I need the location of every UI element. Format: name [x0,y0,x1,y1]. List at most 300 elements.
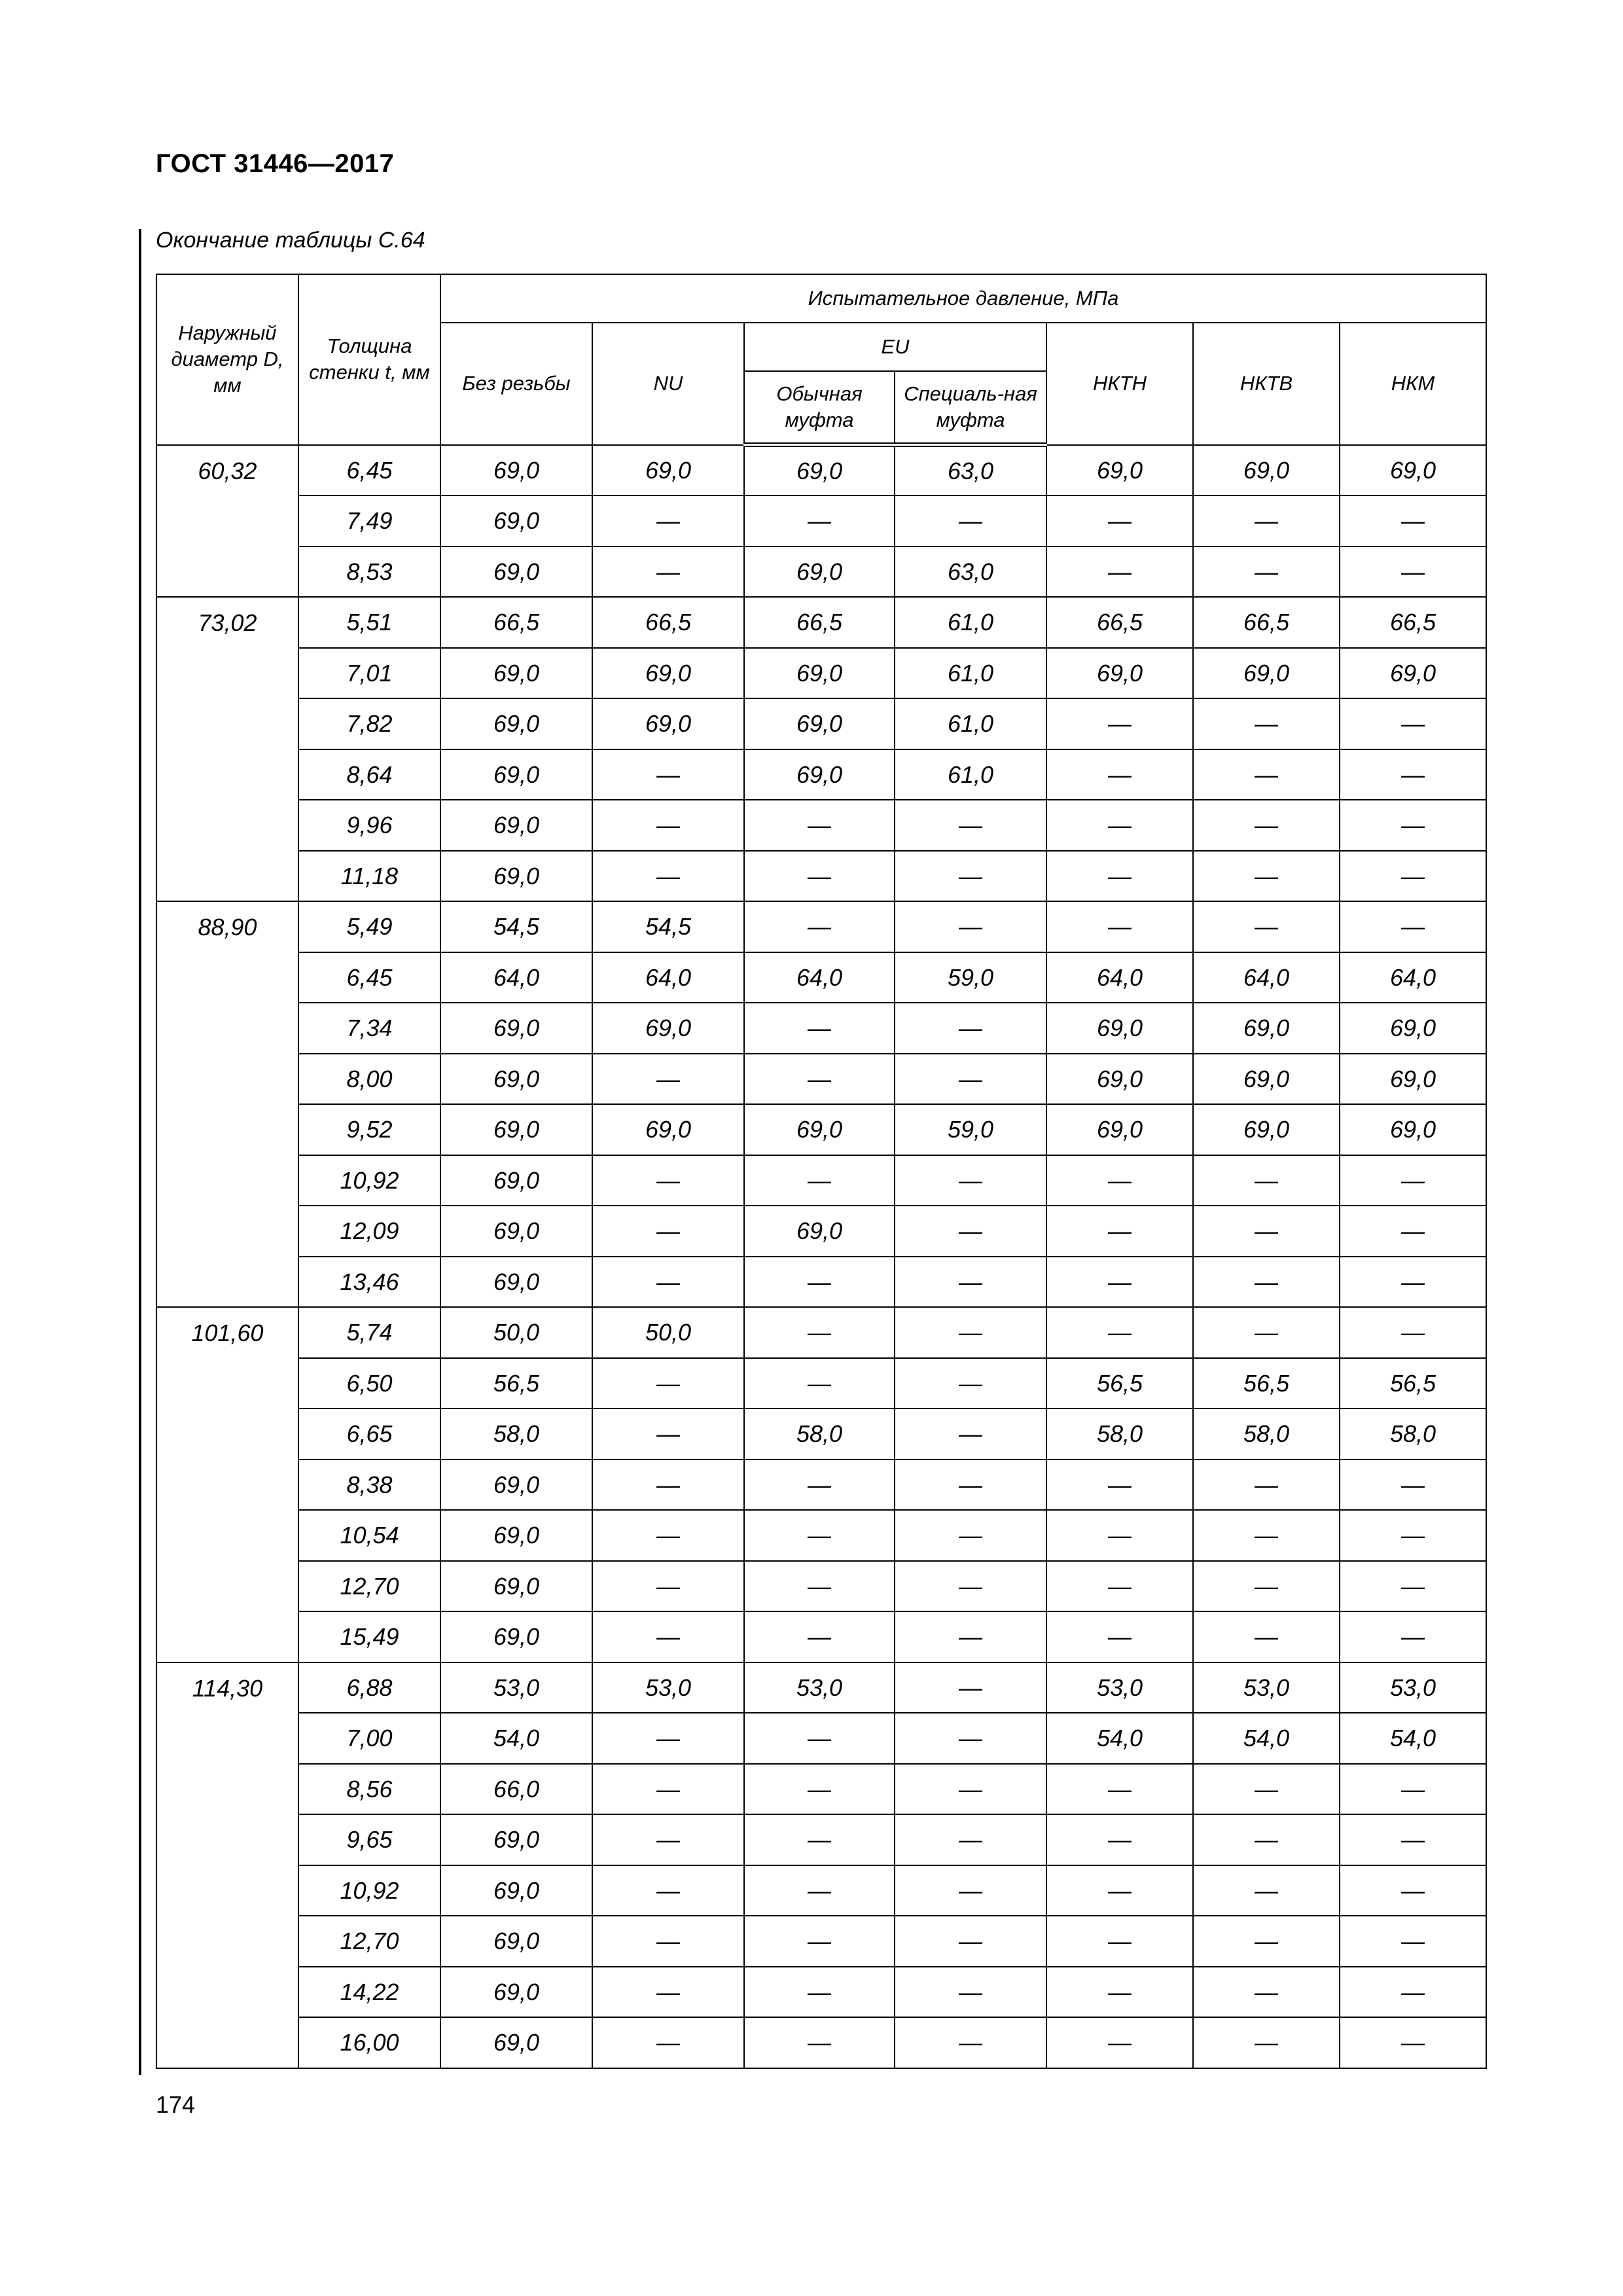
cell-wall-thickness: 8,00 [298,1054,440,1105]
cell-pressure-value: — [895,1257,1046,1308]
cell-pressure-value: 56,5 [1046,1358,1193,1409]
cell-wall-thickness: 7,01 [298,648,440,699]
cell-pressure-value: 53,0 [592,1662,744,1713]
cell-pressure-value: — [592,1408,744,1460]
table-row [156,1865,1486,1916]
cell-pressure-value: — [1046,749,1193,800]
cell-pressure-value: — [1193,1257,1340,1308]
cell-pressure-value: — [1340,1764,1486,1815]
cell-pressure-value: — [1046,851,1193,902]
cell-pressure-value: — [1193,1206,1340,1257]
cell-pressure-value: 69,0 [1340,1003,1486,1054]
cell-pressure-value: 69,0 [1046,648,1193,699]
cell-wall-thickness: 8,64 [298,749,440,800]
cell-pressure-value: 69,0 [1046,445,1193,496]
cell-wall-thickness: 16,00 [298,2017,440,2068]
cell-pressure-value: 69,0 [1193,1054,1340,1105]
cell-pressure-value: 66,0 [440,1764,592,1815]
cell-pressure-value: — [1046,800,1193,851]
cell-pressure-value: 69,0 [592,1003,744,1054]
cell-wall-thickness: 6,45 [298,952,440,1003]
cell-pressure-value: — [895,1561,1046,1612]
cell-pressure-value: 69,0 [440,1611,592,1662]
cell-pressure-value: 54,5 [592,901,744,952]
cell-pressure-value: — [592,1206,744,1257]
header-wall-thickness: Толщина стенки t, мм [298,274,440,445]
cell-pressure-value: 69,0 [440,1510,592,1561]
cell-pressure-value: — [744,1611,895,1662]
cell-pressure-value: — [592,1865,744,1916]
cell-pressure-value: 63,0 [895,547,1046,598]
cell-pressure-value: — [1046,1155,1193,1206]
cell-pressure-value: 69,0 [1193,445,1340,496]
table-row [156,1104,1486,1155]
table-caption: Окончание таблицы С.64 [156,228,425,253]
cell-pressure-value: 58,0 [1340,1408,1486,1460]
table-row [156,1307,1486,1358]
document-title: ГОСТ 31446—2017 [156,149,395,178]
cell-pressure-value: 69,0 [744,648,895,699]
cell-pressure-value: — [1340,698,1486,749]
table-row [156,952,1486,1003]
table-row [156,1206,1486,1257]
table-row [156,1358,1486,1409]
cell-pressure-value: — [1340,1460,1486,1511]
cell-wall-thickness: 6,50 [298,1358,440,1409]
cell-pressure-value: 58,0 [1046,1408,1193,1460]
cell-pressure-value: 69,0 [440,1561,592,1612]
cell-pressure-value: — [592,1257,744,1308]
cell-pressure-value: — [744,901,895,952]
cell-pressure-value: 56,5 [1340,1358,1486,1409]
cell-pressure-value: — [592,1155,744,1206]
cell-pressure-value: 54,5 [440,901,592,952]
cell-pressure-value: 58,0 [1193,1408,1340,1460]
header-eu-regular-coupling: Обычная муфта [744,371,895,445]
table-row [156,1662,1486,1713]
cell-pressure-value: — [592,1611,744,1662]
cell-wall-thickness: 12,70 [298,1916,440,1967]
cell-pressure-value: — [1046,1257,1193,1308]
cell-pressure-value: — [895,1916,1046,1967]
cell-pressure-value: 69,0 [1046,1003,1193,1054]
cell-pressure-value: 69,0 [440,495,592,547]
cell-pressure-value: — [744,1916,895,1967]
cell-outer-diameter: 101,60 [156,1307,298,1662]
cell-pressure-value: — [592,749,744,800]
table-row [156,2017,1486,2068]
cell-pressure-value: — [895,495,1046,547]
cell-pressure-value: — [744,1307,895,1358]
cell-pressure-value: 54,0 [1340,1713,1486,1764]
cell-pressure-value: 64,0 [592,952,744,1003]
cell-pressure-value: — [744,800,895,851]
cell-pressure-value: — [895,1611,1046,1662]
table-row [156,698,1486,749]
cell-pressure-value: — [1340,495,1486,547]
cell-pressure-value: 69,0 [1046,1054,1193,1105]
cell-wall-thickness: 6,65 [298,1408,440,1460]
cell-pressure-value: — [744,1257,895,1308]
cell-pressure-value: — [895,1307,1046,1358]
cell-pressure-value: 69,0 [744,1206,895,1257]
cell-pressure-value: — [1193,851,1340,902]
cell-pressure-value: 69,0 [1193,648,1340,699]
cell-pressure-value: — [895,901,1046,952]
change-marker-bar [139,229,141,2075]
cell-pressure-value: 69,0 [440,749,592,800]
cell-pressure-value: — [1340,547,1486,598]
cell-pressure-value: — [1340,2017,1486,2068]
cell-pressure-value: 66,5 [592,597,744,648]
cell-wall-thickness: 6,45 [298,445,440,496]
cell-pressure-value: 69,0 [744,445,895,496]
cell-pressure-value: 69,0 [440,1104,592,1155]
cell-pressure-value: 69,0 [744,698,895,749]
table-row [156,800,1486,851]
cell-pressure-value: — [1046,1460,1193,1511]
cell-pressure-value: 56,5 [1193,1358,1340,1409]
cell-pressure-value: — [1193,1764,1340,1815]
table-row [156,1054,1486,1105]
cell-wall-thickness: 15,49 [298,1611,440,1662]
cell-pressure-value: — [1046,1865,1193,1916]
cell-wall-thickness: 8,53 [298,547,440,598]
cell-pressure-value: — [1340,1206,1486,1257]
cell-pressure-value: — [1340,851,1486,902]
cell-pressure-value: — [895,851,1046,902]
cell-pressure-value: — [592,800,744,851]
cell-pressure-value: 69,0 [1046,1104,1193,1155]
table-row [156,1764,1486,1815]
header-test-pressure: Испытательное давление, МПа [440,274,1486,323]
cell-pressure-value: 69,0 [1340,1104,1486,1155]
cell-pressure-value: 53,0 [744,1662,895,1713]
cell-pressure-value: — [1046,2017,1193,2068]
cell-wall-thickness: 8,56 [298,1764,440,1815]
cell-pressure-value: 53,0 [1193,1662,1340,1713]
table-row [156,749,1486,800]
cell-pressure-value: — [895,1155,1046,1206]
table-row [156,1814,1486,1865]
cell-pressure-value: — [744,1460,895,1511]
table-row [156,547,1486,598]
cell-pressure-value: — [895,1662,1046,1713]
cell-pressure-value: 64,0 [1340,952,1486,1003]
table-row [156,1003,1486,1054]
cell-pressure-value: — [592,1460,744,1511]
cell-pressure-value: 69,0 [440,1865,592,1916]
cell-wall-thickness: 14,22 [298,1967,440,2018]
cell-wall-thickness: 5,74 [298,1307,440,1358]
cell-pressure-value: — [1340,749,1486,800]
cell-pressure-value: 69,0 [1340,648,1486,699]
cell-pressure-value: 69,0 [592,445,744,496]
cell-pressure-value: — [895,1814,1046,1865]
cell-pressure-value: 69,0 [1193,1104,1340,1155]
cell-pressure-value: — [1193,1611,1340,1662]
cell-pressure-value: — [895,1764,1046,1815]
table-row [156,597,1486,648]
cell-pressure-value: 50,0 [592,1307,744,1358]
cell-wall-thickness: 7,49 [298,495,440,547]
cell-pressure-value: — [1193,547,1340,598]
cell-wall-thickness: 6,88 [298,1662,440,1713]
cell-pressure-value: 53,0 [1340,1662,1486,1713]
cell-pressure-value: — [1193,1865,1340,1916]
cell-pressure-value: — [1046,698,1193,749]
cell-pressure-value: 56,5 [440,1358,592,1409]
cell-pressure-value: — [1193,1814,1340,1865]
cell-pressure-value: — [1193,749,1340,800]
cell-pressure-value: — [592,1814,744,1865]
cell-pressure-value: — [1046,1307,1193,1358]
cell-pressure-value: 69,0 [1193,1003,1340,1054]
cell-pressure-value: 69,0 [440,851,592,902]
cell-pressure-value: 69,0 [440,547,592,598]
cell-pressure-value: — [744,1358,895,1409]
cell-pressure-value: 53,0 [1046,1662,1193,1713]
cell-pressure-value: 66,5 [1046,597,1193,648]
header-nkm: НКМ [1340,323,1486,445]
cell-pressure-value: 69,0 [440,1206,592,1257]
cell-pressure-value: 69,0 [440,1155,592,1206]
cell-wall-thickness: 5,51 [298,597,440,648]
cell-pressure-value: 69,0 [592,648,744,699]
cell-pressure-value: — [895,2017,1046,2068]
table-row [156,1611,1486,1662]
cell-pressure-value: 69,0 [440,648,592,699]
cell-pressure-value: — [1340,1257,1486,1308]
cell-pressure-value: — [592,1561,744,1612]
cell-wall-thickness: 9,65 [298,1814,440,1865]
cell-pressure-value: — [592,1510,744,1561]
cell-pressure-value: — [895,1054,1046,1105]
header-nktv: НКТВ [1193,323,1340,445]
cell-pressure-value: — [1046,1561,1193,1612]
table-row [156,1916,1486,1967]
cell-pressure-value: 69,0 [440,445,592,496]
cell-pressure-value: 69,0 [744,1104,895,1155]
cell-pressure-value: 66,5 [1193,597,1340,648]
header-nktn: НКТН [1046,323,1193,445]
pressure-table [156,274,1487,2069]
cell-pressure-value: — [744,1865,895,1916]
cell-pressure-value: 69,0 [440,1814,592,1865]
cell-pressure-value: 54,0 [1046,1713,1193,1764]
cell-pressure-value: — [1193,1510,1340,1561]
header-no-thread: Без резьбы [440,323,592,445]
cell-pressure-value: — [1046,1916,1193,1967]
cell-pressure-value: — [895,1967,1046,2018]
cell-pressure-value: 69,0 [1340,1054,1486,1105]
cell-pressure-value: 59,0 [895,1104,1046,1155]
cell-pressure-value: 64,0 [440,952,592,1003]
cell-pressure-value: 69,0 [440,1916,592,1967]
cell-pressure-value: — [1340,1865,1486,1916]
cell-outer-diameter: 88,90 [156,901,298,1307]
cell-pressure-value: 69,0 [440,1003,592,1054]
cell-pressure-value: — [1193,1561,1340,1612]
table-row [156,1561,1486,1612]
cell-pressure-value: 69,0 [1340,445,1486,496]
cell-pressure-value: 69,0 [592,1104,744,1155]
cell-outer-diameter: 73,02 [156,597,298,901]
table-row [156,1155,1486,1206]
cell-pressure-value: — [1340,1814,1486,1865]
cell-pressure-value: — [592,1358,744,1409]
cell-pressure-value: 64,0 [1046,952,1193,1003]
cell-pressure-value: — [1193,1155,1340,1206]
cell-pressure-value: — [744,1561,895,1612]
cell-pressure-value: 61,0 [895,698,1046,749]
cell-pressure-value: — [895,1408,1046,1460]
cell-wall-thickness: 10,92 [298,1155,440,1206]
cell-wall-thickness: 5,49 [298,901,440,952]
cell-pressure-value: — [1193,1916,1340,1967]
table-row [156,495,1486,547]
cell-pressure-value: — [1340,1916,1486,1967]
cell-pressure-value: — [1193,698,1340,749]
table-row [156,445,1486,496]
cell-pressure-value: — [1340,800,1486,851]
cell-pressure-value: — [592,1713,744,1764]
cell-pressure-value: — [744,1003,895,1054]
cell-pressure-value: — [1193,800,1340,851]
cell-pressure-value: — [744,1713,895,1764]
cell-pressure-value: — [592,495,744,547]
cell-pressure-value: — [1046,547,1193,598]
cell-wall-thickness: 7,34 [298,1003,440,1054]
cell-pressure-value: — [895,1865,1046,1916]
cell-pressure-value: 64,0 [1193,952,1340,1003]
cell-pressure-value: — [1046,1764,1193,1815]
cell-pressure-value: — [592,1054,744,1105]
cell-pressure-value: — [1340,1611,1486,1662]
cell-pressure-value: 69,0 [440,1967,592,2018]
cell-pressure-value: 69,0 [440,2017,592,2068]
cell-pressure-value: 53,0 [440,1662,592,1713]
table-row [156,1460,1486,1511]
cell-pressure-value: — [592,1764,744,1815]
page-number: 174 [156,2091,196,2118]
cell-pressure-value: — [1046,901,1193,952]
cell-pressure-value: — [1193,2017,1340,2068]
cell-pressure-value: — [1046,1206,1193,1257]
cell-pressure-value: — [1046,1814,1193,1865]
cell-outer-diameter: 60,32 [156,445,298,598]
cell-pressure-value: — [1046,1611,1193,1662]
cell-pressure-value: — [895,1713,1046,1764]
header-nu: NU [592,323,744,445]
cell-pressure-value: — [895,1510,1046,1561]
cell-pressure-value: — [1046,1967,1193,2018]
cell-pressure-value: 69,0 [744,547,895,598]
header-outer-diameter: Наружный диаметр D, мм [156,274,298,445]
cell-wall-thickness: 11,18 [298,851,440,902]
cell-pressure-value: 58,0 [440,1408,592,1460]
cell-pressure-value: — [1340,1967,1486,2018]
cell-pressure-value: 69,0 [440,800,592,851]
cell-pressure-value: 63,0 [895,445,1046,496]
cell-pressure-value: — [1340,1155,1486,1206]
cell-wall-thickness: 7,82 [298,698,440,749]
table-row [156,1510,1486,1561]
cell-pressure-value: 59,0 [895,952,1046,1003]
cell-pressure-value: 61,0 [895,749,1046,800]
cell-pressure-value: 66,5 [440,597,592,648]
cell-pressure-value: — [1193,1460,1340,1511]
cell-pressure-value: — [744,1814,895,1865]
cell-pressure-value: 66,5 [1340,597,1486,648]
table-row [156,1713,1486,1764]
table-body [156,445,1486,2068]
cell-pressure-value: — [744,1764,895,1815]
cell-pressure-value: — [1046,495,1193,547]
cell-pressure-value: — [744,495,895,547]
table-header [156,274,1486,445]
cell-pressure-value: 66,5 [744,597,895,648]
cell-pressure-value: 64,0 [744,952,895,1003]
cell-pressure-value: — [1046,1510,1193,1561]
cell-pressure-value: — [744,2017,895,2068]
cell-pressure-value: 69,0 [440,1054,592,1105]
cell-pressure-value: 50,0 [440,1307,592,1358]
table-row [156,1967,1486,2018]
cell-pressure-value: — [1193,1307,1340,1358]
table-row [156,1257,1486,1308]
cell-pressure-value: 54,0 [440,1713,592,1764]
header-eu: EU [744,323,1046,371]
cell-pressure-value: — [744,1054,895,1105]
cell-pressure-value: — [1193,1967,1340,2018]
cell-pressure-value: — [592,547,744,598]
cell-pressure-value: — [592,1916,744,1967]
header-eu-special-coupling: Специаль-ная муфта [895,371,1046,445]
cell-pressure-value: — [1340,1510,1486,1561]
cell-pressure-value: — [895,1358,1046,1409]
table-row [156,648,1486,699]
cell-pressure-value: — [1340,901,1486,952]
cell-wall-thickness: 7,00 [298,1713,440,1764]
cell-pressure-value: — [1340,1307,1486,1358]
cell-pressure-value: — [744,1510,895,1561]
cell-pressure-value: — [895,1460,1046,1511]
cell-wall-thickness: 12,70 [298,1561,440,1612]
cell-wall-thickness: 10,92 [298,1865,440,1916]
cell-wall-thickness: 8,38 [298,1460,440,1511]
cell-wall-thickness: 13,46 [298,1257,440,1308]
cell-pressure-value: — [895,1003,1046,1054]
cell-wall-thickness: 12,09 [298,1206,440,1257]
cell-pressure-value: 69,0 [592,698,744,749]
cell-pressure-value: — [744,1967,895,2018]
cell-pressure-value: 54,0 [1193,1713,1340,1764]
cell-wall-thickness: 9,96 [298,800,440,851]
cell-pressure-value: 61,0 [895,648,1046,699]
cell-pressure-value: 69,0 [440,1257,592,1308]
cell-pressure-value: 61,0 [895,597,1046,648]
cell-pressure-value: — [1340,1561,1486,1612]
cell-pressure-value: — [592,2017,744,2068]
cell-pressure-value: 69,0 [440,1460,592,1511]
cell-wall-thickness: 10,54 [298,1510,440,1561]
cell-pressure-value: — [895,800,1046,851]
cell-wall-thickness: 9,52 [298,1104,440,1155]
cell-pressure-value: 58,0 [744,1408,895,1460]
cell-pressure-value: — [895,1206,1046,1257]
cell-pressure-value: 69,0 [440,698,592,749]
